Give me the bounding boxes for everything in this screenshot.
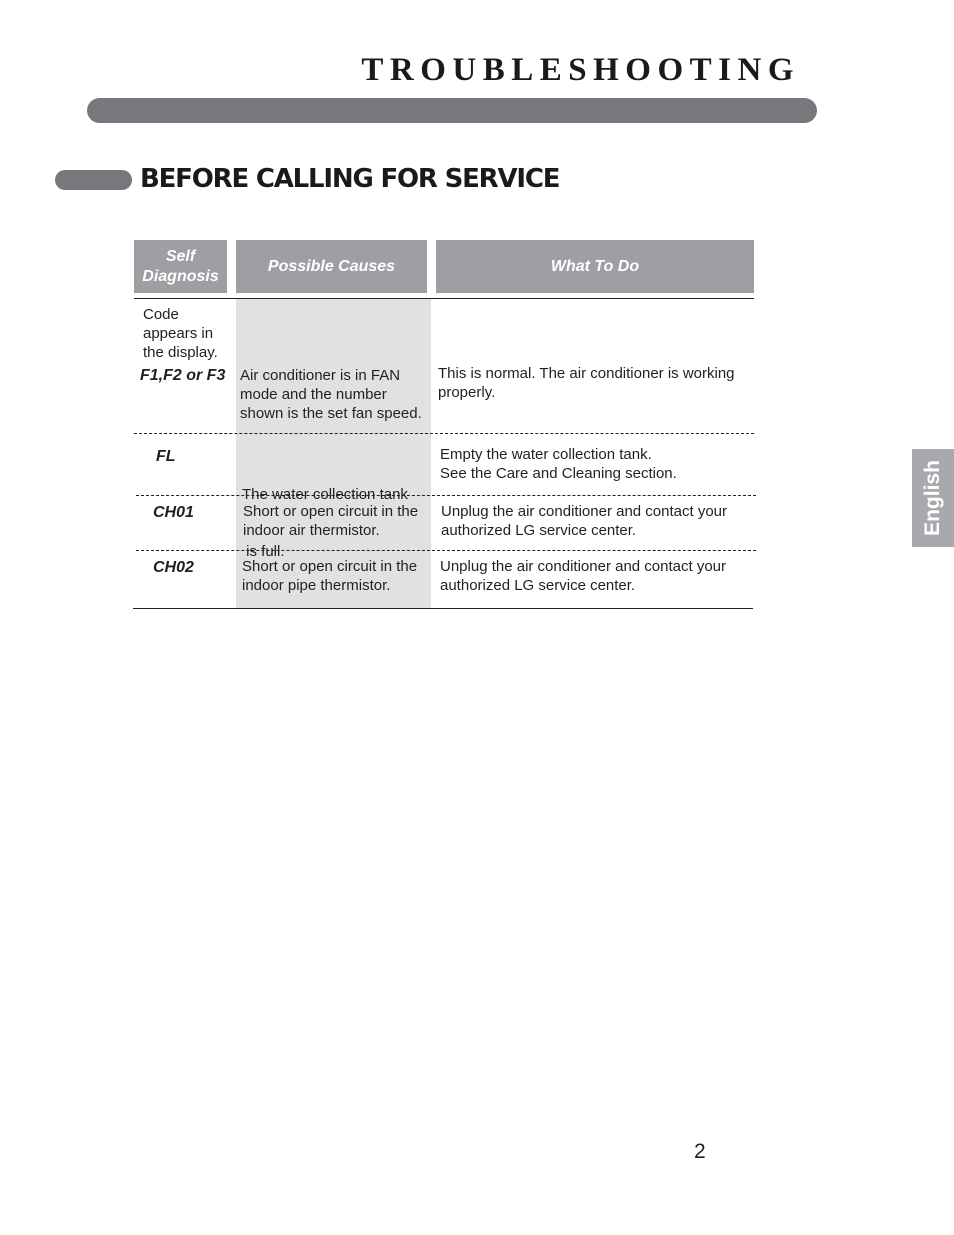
header-possible-causes: Possible Causes (236, 240, 427, 293)
header-self-diagnosis-line1: Self (165, 247, 196, 265)
page-header-title: TROUBLESHOOTING (361, 52, 800, 88)
possible-cause: The water collection tank is full. (242, 486, 408, 560)
table-bottom-rule (133, 608, 753, 609)
possible-cause: Short or open circuit in the indoor air thermistor. (243, 503, 419, 539)
row-divider (134, 433, 754, 434)
row-divider (136, 550, 756, 551)
table-row-note: Code appears in the display. (143, 306, 218, 361)
possible-cause: Short or open circuit in the indoor pipe thermistor. (242, 558, 418, 594)
error-code: F1,F2 or F3 (140, 367, 226, 384)
error-code: CH01 (153, 504, 194, 521)
possible-cause: Air conditioner is in FAN mode and the number shown is the set fan speed. (240, 367, 422, 422)
error-code: FL (156, 448, 176, 465)
language-tab[interactable] (912, 449, 954, 547)
section-marker (55, 170, 132, 190)
header-what-to-do: What To Do (436, 240, 754, 293)
row-divider (136, 495, 756, 496)
table-top-rule (134, 298, 754, 299)
page-number: 2 (694, 1140, 706, 1163)
what-to-do: Unplug the air conditioner and contact your authorized LG service center. (441, 503, 728, 539)
language-tab-label: English (921, 460, 944, 536)
header-self-diagnosis (134, 240, 227, 293)
section-title: BEFORE CALLING FOR SERVICE (140, 164, 560, 194)
what-to-do: This is normal. The air conditioner is working properly. (438, 365, 735, 401)
what-to-do: Unplug the air conditioner and contact your authorized LG service center. (440, 558, 727, 594)
header-bar (87, 98, 817, 123)
error-code: CH02 (153, 559, 194, 576)
what-to-do: Empty the water collection tank. See the Care and Cleaning section. (440, 446, 677, 482)
header-self-diagnosis-line2: Diagnosis (142, 267, 219, 285)
